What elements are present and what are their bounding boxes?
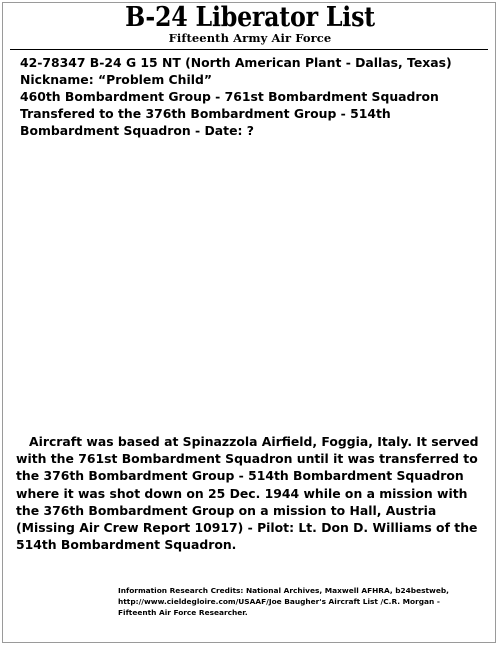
header-divider [10,49,488,50]
aircraft-info [20,54,485,139]
research-credits: Information Research Credits: National Archives, Maxwell AFHRA, b24bestweb, http://www.cieldegloire.com/USAAF/Joe Baugher's Aircraft List /C.R. Morgan - Fifteenth Air Force Researcher. [118,586,449,618]
serial-line: 42-78347 B-24 G 15 NT (North American Plant - Dallas, Texas) [20,55,452,70]
document-header [0,3,500,45]
aircraft-history-paragraph: Aircraft was based at Spinazzola Airfield, Foggia, Italy. It served with the 761st Bombardment Squadron until it was transferred to the 376th Bombardment Group - 514th Bombardment Squadron where it was shot down on 25 Dec. 1944 while on a mission with the 376th Bombardment Group on a mission to Hall, Austria (Missing Air Crew Report 10917) - Pilot: Lt. Don D. Williams of the 514th Bombardment Squadron. [16,434,479,553]
document-title: B-24 Liberator List [125,2,375,33]
nickname-line: Nickname: “Problem Child” [20,72,212,87]
document-subtitle: Fifteenth Army Air Force [168,31,332,45]
assignment-line: 460th Bombardment Group - 761st Bombardment Squadron [20,89,439,104]
transfer-line: Transfered to the 376th Bombardment Group - 514th Bombardment Squadron - Date: ? [20,106,391,138]
